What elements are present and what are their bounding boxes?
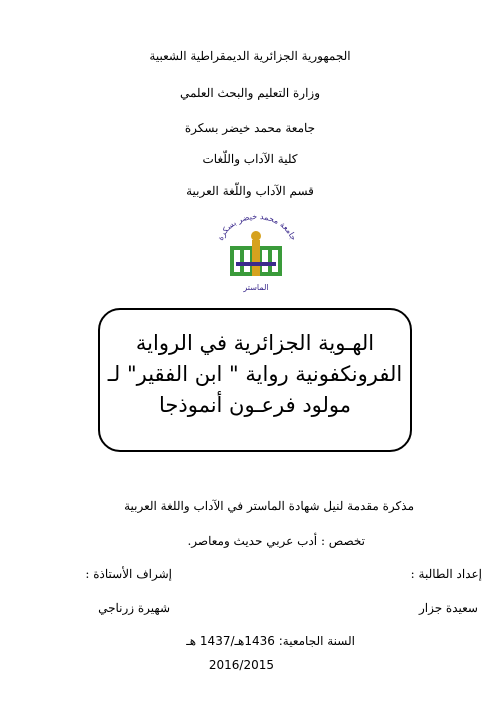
prepared-by-label: إعداد الطالبة : xyxy=(410,567,482,581)
faculty-line: كلية الآداب واللّغات xyxy=(202,152,298,166)
thesis-title-line-1: الهـوية الجزائرية في الرواية xyxy=(135,331,375,355)
supervisor-label: إشراف الأستاذة : xyxy=(85,567,172,581)
thesis-title-box xyxy=(98,308,412,452)
university-line: جامعة محمد خيضر بسكرة xyxy=(184,121,316,135)
thesis-title-line-3: مولود فرعـون أنموذجا xyxy=(158,393,352,417)
logo-emblem xyxy=(230,231,282,276)
logo-bottom-text: الماستر xyxy=(243,283,269,292)
department-line: قسم الآداب واللّغة العربية xyxy=(186,184,314,198)
university-logo xyxy=(208,206,304,294)
thesis-title-line-2: الفرونكفونية رواية " ابن الفقير" لـ xyxy=(107,362,403,386)
specialty: تخصص : أدب عربي حديث ومعاصر. xyxy=(187,534,365,548)
supervisor-name: شهيرة زرناجي xyxy=(98,601,170,615)
academic-year: السنة الجامعية: 1436هـ/1437 هـ xyxy=(186,634,355,648)
logo-arc-text: جامعة محمد خيضر بسكرة xyxy=(215,211,299,242)
memo-statement: مذكرة مقدمة لنيل شهادة الماستر في الآداب واللغة العربية xyxy=(124,499,414,513)
academic-years-gregorian: 2016/2015 xyxy=(208,658,274,672)
student-name: سعيدة جزار xyxy=(418,601,478,615)
republic-line: الجمهورية الجزائرية الديمقراطية الشعبية xyxy=(149,49,351,63)
ministry-line: وزارة التعليم والبحث العلمي xyxy=(179,86,321,100)
